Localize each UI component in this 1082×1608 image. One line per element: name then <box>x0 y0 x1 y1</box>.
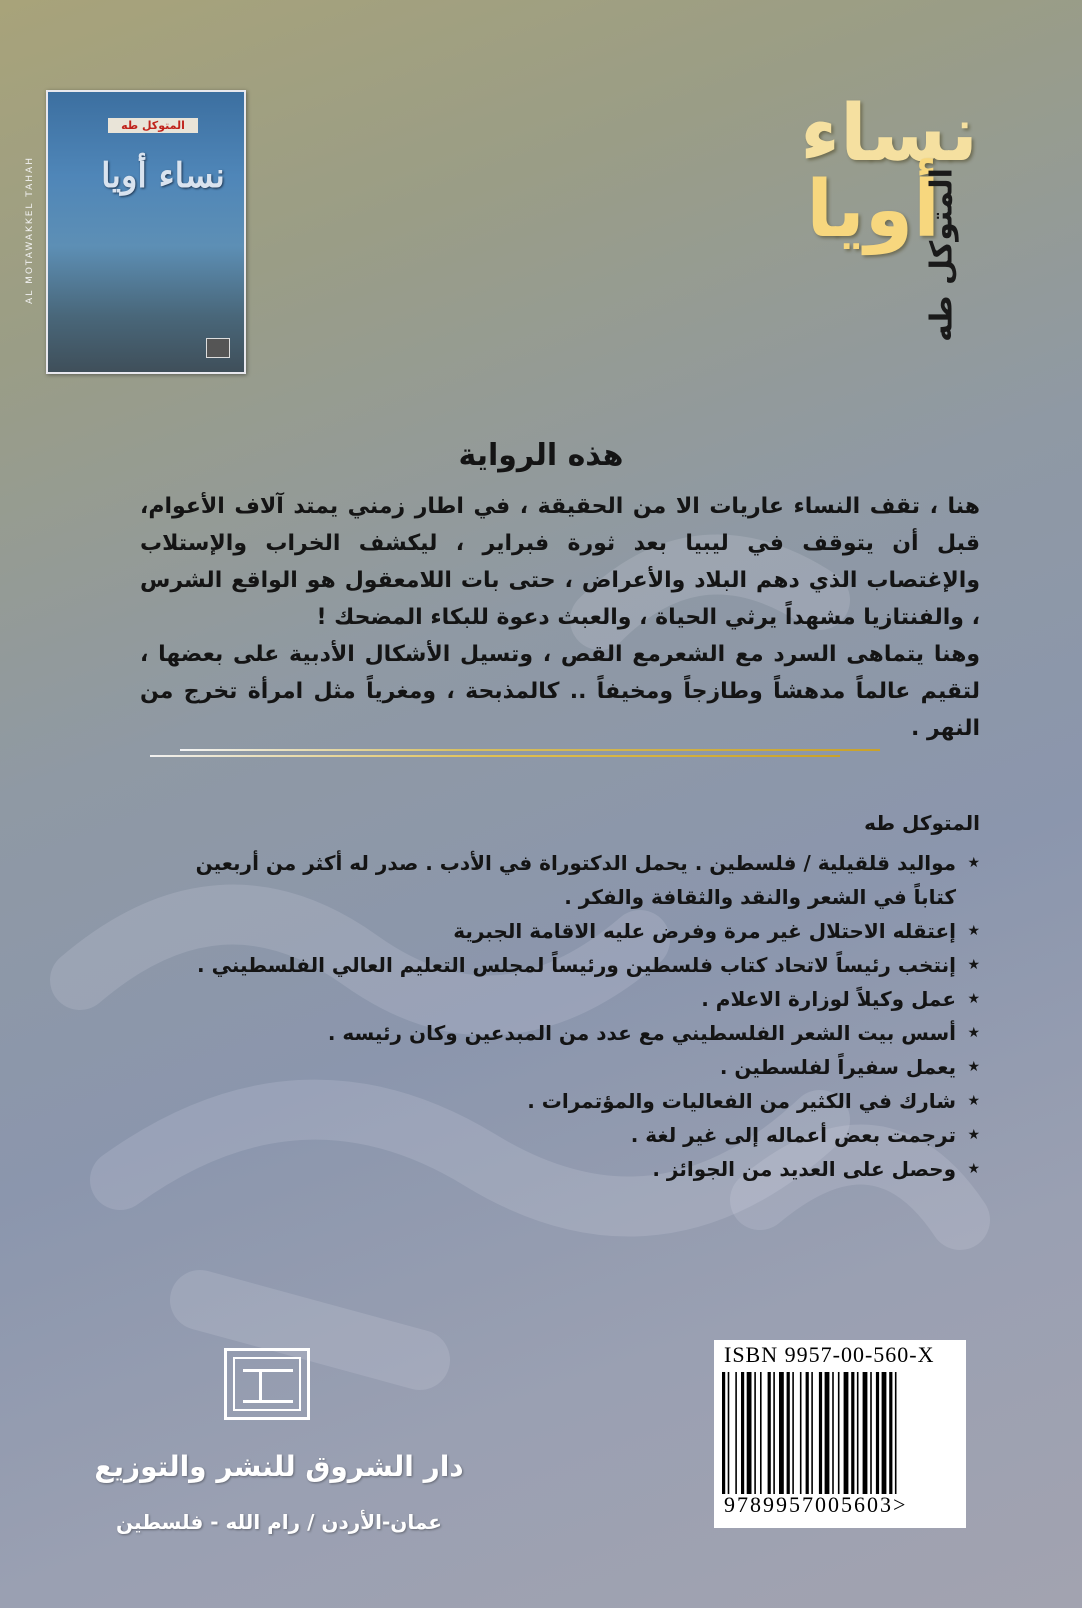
star-icon: ★ <box>967 1025 980 1041</box>
list-item: ★ أسس بيت الشعر الفلسطيني مع عدد من المبدعين وكان رئيسه . <box>170 1016 980 1050</box>
bio-list <box>170 846 980 1186</box>
list-item: ★ ترجمت بعض أعماله إلى غير لغة . <box>170 1118 980 1152</box>
star-icon: ★ <box>967 855 980 871</box>
star-icon: ★ <box>967 1127 980 1143</box>
cover-thumbnail <box>46 90 246 374</box>
publisher-logo-icon <box>224 1348 310 1420</box>
title-line-1: نساء <box>800 89 978 179</box>
star-icon: ★ <box>967 1161 980 1177</box>
thumbnail-author: المتوكل طه <box>108 118 198 133</box>
list-item: ★ إعتقله الاحتلال غير مرة وفرض عليه الاقامة الجبرية <box>170 914 980 948</box>
barcode-bars <box>722 1372 942 1494</box>
star-icon: ★ <box>967 1059 980 1075</box>
section-heading: هذه الرواية <box>458 438 624 473</box>
star-icon: ★ <box>967 1093 980 1109</box>
publisher-name: دار الشروق للنشر والتوزيع <box>94 1450 464 1483</box>
star-icon: ★ <box>967 991 980 1007</box>
barcode <box>714 1340 966 1528</box>
list-item: ★ عمل وكيلاً لوزارة الاعلام . <box>170 982 980 1016</box>
title-line-2: أويا <box>806 165 940 255</box>
thumbnail-title: نساء أويا <box>101 156 225 196</box>
thumbnail-publisher-logo <box>206 338 230 358</box>
publisher-cities: عمان-الأردن / رام الله - فلسطين <box>116 1510 442 1534</box>
spine-text: AL MOTAWAKKEL TAHAH <box>25 156 35 304</box>
list-item: ★ وحصل على العديد من الجوائز . <box>170 1152 980 1186</box>
author-name-vertical: المتوكل طه <box>924 168 960 342</box>
list-item: ★ يعمل سفيراً لفلسطين . <box>170 1050 980 1084</box>
barcode-number: 9789957005603> <box>724 1492 908 1517</box>
author-bio <box>170 808 980 1186</box>
book-blurb <box>140 488 980 747</box>
bio-name: المتوكل طه <box>864 811 980 835</box>
list-item: ★ مواليد قلقيلية / فلسطين . يحمل الدكتوراة في الأدب . صدر له أكثر من أربعين كتاباً في الشعر والنقد والثقافة والفكر . <box>170 846 980 914</box>
decorative-divider <box>150 749 880 763</box>
isbn-label: ISBN 9957-00-560-X <box>724 1342 935 1367</box>
blurb-paragraph-2: وهنا يتماهى السرد مع الشعرمع القص ، وتسيل الأشكال الأدبية على بعضها ، لتقيم عالماً مدهشاً وطازجاً ومخيفاً .. كالمذبحة ، ومغرياً مثل امرأة تخرج من النهر . <box>140 642 980 741</box>
list-item: ★ شارك في الكثير من الفعاليات والمؤتمرات . <box>170 1084 980 1118</box>
blurb-paragraph-1: هنا ، تقف النساء عاريات الا من الحقيقة ، في اطار زمني يمتد آلاف الأعوام، قبل أن يتوقف في ليبيا بعد ثورة فبراير ، ليكشف الخراب والإستلاب والإغتصاب الذي دهم البلاد والأعراض ، حتى بات اللامعقول هو الواقع الشرس ، والفنتازيا مشهداً يرثي الحياة ، والعبث دعوة للبكاء المضحك ! <box>140 494 980 630</box>
star-icon: ★ <box>967 957 980 973</box>
star-icon: ★ <box>967 923 980 939</box>
list-item: ★ إنتخب رئيساً لاتحاد كتاب فلسطين ورئيساً لمجلس التعليم العالي الفلسطيني . <box>170 948 980 982</box>
